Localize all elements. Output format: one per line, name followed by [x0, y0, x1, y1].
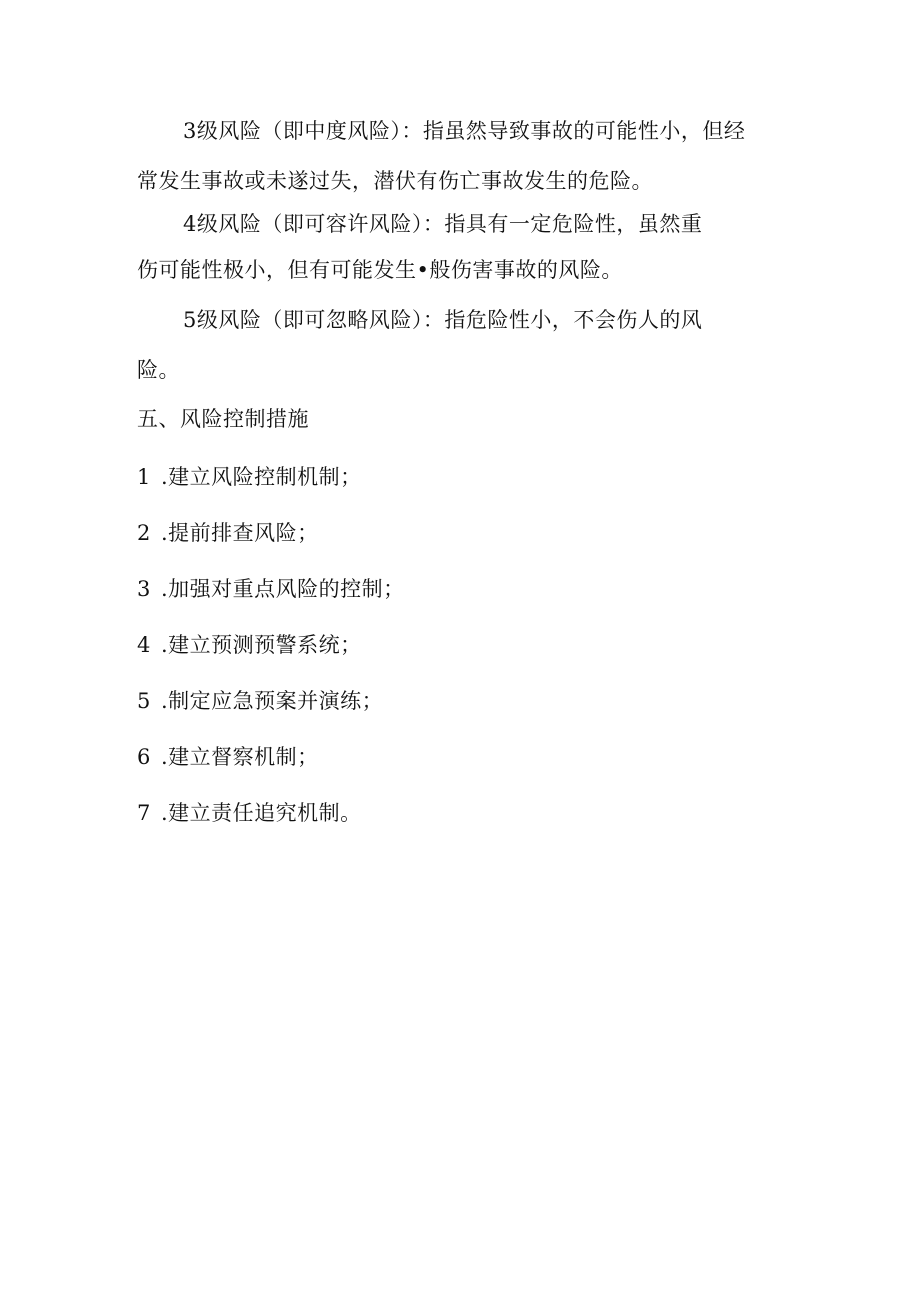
measure-text: .提前排查风险；: [161, 521, 319, 545]
measure-number: 5: [137, 689, 151, 713]
measure-number: 7: [137, 801, 151, 825]
measure-text: .建立风险控制机制；: [161, 465, 362, 489]
measure-text: .加强对重点风险的控制；: [161, 577, 405, 601]
measure-number: 2: [137, 521, 151, 545]
measure-item-7: [137, 799, 362, 827]
measure-item-5: [137, 687, 383, 715]
measure-number: 4: [137, 633, 151, 657]
risk-level-5-line1: 5级风险（即可忽略风险）：指危险性小，不会伤人的风: [183, 308, 703, 332]
risk-level-5-line2: 险。: [137, 358, 180, 382]
measure-text: .建立责任追究机制。: [161, 801, 362, 825]
measure-item-1: [137, 463, 362, 491]
measure-text: .建立预测预警系统；: [161, 633, 362, 657]
risk-level-4-line2: 伤可能性极小，但有可能发生•般伤害事故的风险。: [137, 258, 623, 282]
measure-item-2: [137, 519, 319, 547]
risk-level-3-line2: 常发生事故或未遂过失，潜伏有伤亡事故发生的危险。: [137, 169, 653, 193]
section-heading: 五、风险控制措施: [137, 407, 309, 431]
measure-item-6: [137, 743, 319, 771]
measure-item-4: [137, 631, 362, 659]
measure-number: 1: [137, 465, 151, 489]
measure-item-3: [137, 575, 405, 603]
risk-level-4-line1: 4级风险（即可容许风险）：指具有一定危险性，虽然重: [183, 212, 703, 236]
measure-text: .建立督察机制；: [161, 745, 319, 769]
measure-number: 6: [137, 745, 151, 769]
risk-level-3-line1: 3级风险（即中度风险）：指虽然导致事故的可能性小，但经: [183, 119, 746, 143]
measure-number: 3: [137, 577, 151, 601]
measure-text: .制定应急预案并演练；: [161, 689, 384, 713]
